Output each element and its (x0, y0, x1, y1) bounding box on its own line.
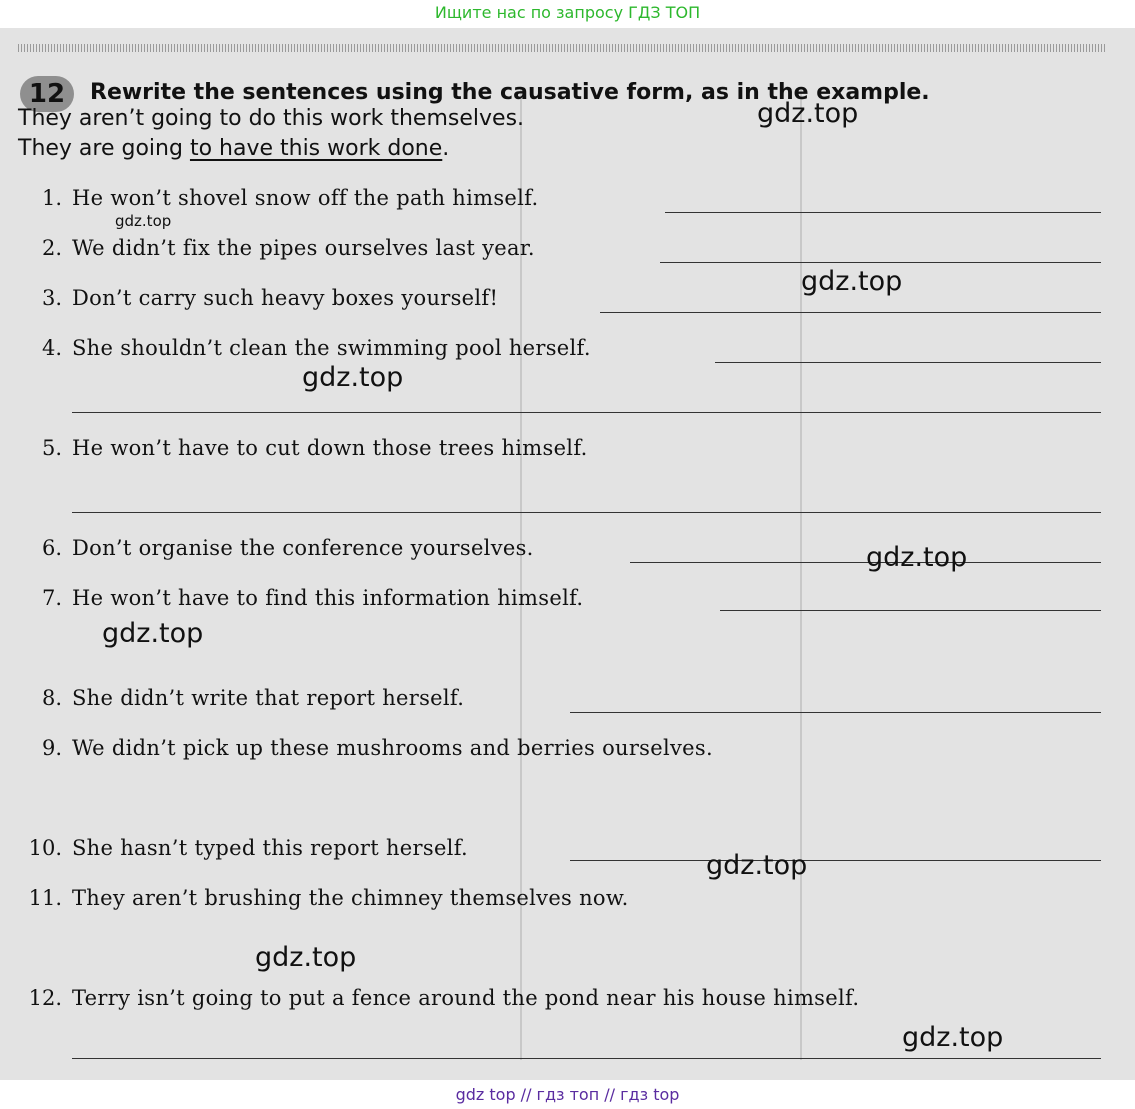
item-text: Don’t organise the conference yourselves. (72, 536, 534, 560)
watermark: gdz.top (706, 850, 808, 881)
bottom-banner-links[interactable]: gdz top // гдз топ // гдз top (455, 1085, 680, 1104)
answer-line-3[interactable] (600, 312, 1101, 313)
example-answer-underlined: to have this work done (189, 136, 443, 161)
top-banner[interactable]: Ищите нас по запросу ГДЗ ТОП (434, 3, 701, 22)
example-line-2 (18, 136, 449, 161)
answer-line-12[interactable] (72, 1058, 1101, 1059)
textbook-page (0, 28, 1135, 1080)
example-line-2-prefix: They are going (18, 136, 190, 161)
item-text: We didn’t pick up these mushrooms and berries ourselves. (72, 736, 713, 760)
item-text: He won’t have to find this information himself. (72, 586, 584, 610)
answer-line-8[interactable] (570, 712, 1101, 713)
watermark: gdz.top (757, 98, 859, 129)
item-number: 11. (28, 886, 62, 910)
watermark: gdz.top (115, 212, 172, 230)
exercise-number-badge: 12 (20, 76, 74, 112)
exercise-item-11 (0, 886, 1135, 916)
item-text: They aren’t brushing the chimney themselves now. (72, 886, 629, 910)
item-text: Terry isn’t going to put a fence around the pond near his house himself. (72, 986, 860, 1010)
item-text: We didn’t fix the pipes ourselves last year. (72, 236, 535, 260)
watermark: gdz.top (102, 618, 204, 649)
item-number: 3. (41, 286, 62, 310)
item-text: She shouldn’t clean the swimming pool herself. (72, 336, 591, 360)
item-number: 9. (41, 736, 62, 760)
item-text: He won’t shovel snow off the path himself. (72, 186, 539, 210)
exercise-item-9 (0, 736, 1135, 766)
item-number: 8. (41, 686, 62, 710)
answer-line-1[interactable] (665, 212, 1101, 213)
item-text: He won’t have to cut down those trees himself. (72, 436, 588, 460)
item-text: She hasn’t typed this report herself. (72, 836, 468, 860)
answer-line-7[interactable] (720, 610, 1101, 611)
answer-line-2[interactable] (660, 262, 1101, 263)
item-number: 12. (28, 986, 62, 1010)
answer-line-10[interactable] (570, 860, 1101, 861)
item-number: 10. (28, 836, 62, 860)
item-number: 5. (41, 436, 62, 460)
watermark: gdz.top (902, 1022, 1004, 1053)
exercise-instruction: Rewrite the sentences using the causative form, as in the example. (90, 80, 930, 105)
watermark: gdz.top (255, 942, 357, 973)
example-line-1: They aren’t going to do this work themselves. (18, 106, 525, 131)
item-text: She didn’t write that report herself. (72, 686, 465, 710)
item-number: 1. (41, 186, 62, 210)
watermark: gdz.top (302, 362, 404, 393)
example-line-2-suffix: . (442, 136, 450, 161)
item-number: 2. (41, 236, 62, 260)
answer-line-5[interactable] (72, 512, 1101, 513)
exercise-item-10 (0, 836, 1135, 866)
watermark: gdz.top (801, 266, 903, 297)
exercise-item-5 (0, 436, 1135, 466)
header-hatch (18, 44, 1105, 52)
answer-line-4a[interactable] (715, 362, 1101, 363)
item-text: Don’t carry such heavy boxes yourself! (72, 286, 499, 310)
exercise-item-7 (0, 586, 1135, 616)
exercise-item-12 (0, 986, 1135, 1016)
item-number: 6. (41, 536, 62, 560)
watermark: gdz.top (866, 542, 968, 573)
answer-line-4b[interactable] (72, 412, 1101, 413)
item-number: 7. (41, 586, 62, 610)
item-number: 4. (41, 336, 62, 360)
